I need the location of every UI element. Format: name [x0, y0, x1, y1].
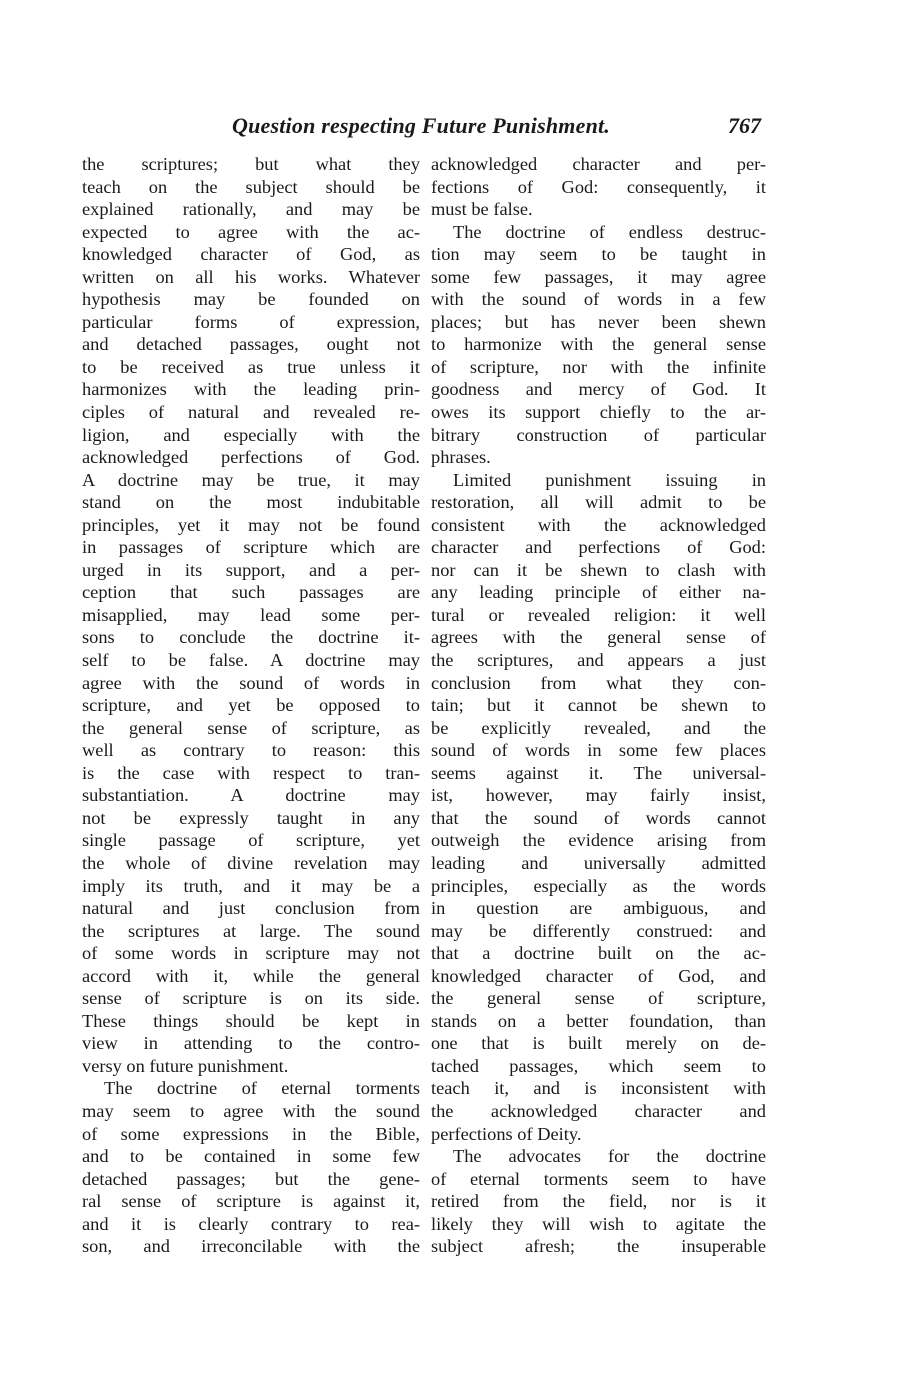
- text-line: the whole of divine revelation may: [82, 852, 420, 873]
- text-line: urged in its support, and a per-: [82, 559, 420, 580]
- text-line: not be expressly taught in any: [82, 807, 420, 828]
- text-line: sound of words in some few places: [431, 740, 766, 761]
- text-line: expected to agree with the ac-: [82, 221, 420, 242]
- text-line: detached passages; but the gene-: [82, 1168, 420, 1189]
- text-line: agrees with the general sense of: [431, 627, 766, 648]
- text-line: the general sense of scripture,: [431, 988, 766, 1009]
- text-line: of some words in scripture may not: [82, 943, 420, 964]
- text-line: sense of scripture is on its side.: [82, 988, 420, 1009]
- text-line: substantiation. A doctrine may: [82, 785, 420, 806]
- text-line: in question are ambiguous, and: [431, 898, 766, 919]
- text-line: the acknowledged character and: [431, 1100, 766, 1121]
- text-line: some few passages, it may agree: [431, 266, 766, 287]
- text-line: principles, yet it may not be found: [82, 514, 420, 535]
- text-line: one that is built merely on de-: [431, 1033, 766, 1054]
- text-line: knowledged character of God, as: [82, 244, 420, 265]
- text-line: the general sense of scripture, as: [82, 717, 420, 738]
- text-line: places; but has never been shewn: [431, 311, 766, 332]
- text-line: The doctrine of endless destruc-: [453, 221, 766, 242]
- text-line: consistent with the acknowledged: [431, 514, 766, 535]
- text-line: owes its support chiefly to the ar-: [431, 402, 766, 423]
- page-number: 767: [728, 113, 761, 138]
- text-line: These things should be kept in: [82, 1010, 420, 1031]
- text-line: ist, however, may fairly insist,: [431, 785, 766, 806]
- running-head: [0, 113, 907, 143]
- text-line: likely they will wish to agitate the: [431, 1213, 766, 1234]
- text-line: may be differently construed: and: [431, 920, 766, 941]
- text-line: knowledged character of God, and: [431, 965, 766, 986]
- text-line: the scriptures; but what they: [82, 154, 420, 174]
- text-line: seems against it. The universal-: [431, 762, 766, 783]
- running-head-title: Question respecting Future Punishment.: [232, 113, 611, 138]
- text-line: hypothesis may be founded on: [82, 289, 420, 310]
- text-line: goodness and mercy of God. It: [431, 379, 766, 400]
- text-line: character and perfections of God:: [431, 537, 766, 558]
- text-line: misapplied, may lead some per-: [82, 604, 420, 625]
- text-line: must be false.: [431, 199, 533, 220]
- text-line: ral sense of scripture is against it,: [82, 1191, 420, 1212]
- text-line: may seem to agree with the sound: [82, 1100, 420, 1121]
- text-line: harmonizes with the leading prin-: [82, 379, 420, 400]
- text-line: in passages of scripture which are: [82, 537, 420, 558]
- text-line: particular forms of expression,: [82, 311, 420, 332]
- text-line: self to be false. A doctrine may: [82, 650, 420, 671]
- left-text-column: [82, 153, 420, 1258]
- text-line: scripture, and yet be opposed to: [82, 695, 420, 716]
- text-line: ligion, and especially with the: [82, 424, 420, 445]
- text-line: restoration, all will admit to be: [431, 492, 766, 513]
- text-line: outweigh the evidence arising from: [431, 830, 766, 851]
- text-line: is the case with respect to tran-: [82, 762, 420, 783]
- text-line: any leading principle of either na-: [431, 582, 766, 603]
- text-line: teach it, and is inconsistent with: [431, 1078, 766, 1099]
- text-line: imply its truth, and it may be a: [82, 875, 420, 896]
- text-line: perfections of Deity.: [431, 1123, 582, 1144]
- text-line: of some expressions in the Bible,: [82, 1123, 420, 1144]
- text-line: stand on the most indubitable: [82, 492, 420, 513]
- text-line: single passage of scripture, yet: [82, 830, 420, 851]
- text-line: with the sound of words in a few: [431, 289, 766, 310]
- text-line: and it is clearly contrary to rea-: [82, 1213, 420, 1234]
- text-line: to harmonize with the general sense: [431, 334, 766, 355]
- text-line: tached passages, which seem to: [431, 1055, 766, 1076]
- text-line: bitrary construction of particular: [431, 424, 766, 445]
- text-line: tain; but it cannot be shewn to: [431, 695, 766, 716]
- text-line: agree with the sound of words in: [82, 672, 420, 693]
- right-text-column: [431, 153, 766, 1258]
- text-line: ception that such passages are: [82, 582, 420, 603]
- text-line: Limited punishment issuing in: [453, 469, 766, 490]
- text-line: explained rationally, and may be: [82, 199, 420, 220]
- text-line: of scripture, nor with the infinite: [431, 356, 766, 377]
- text-line: acknowledged character and per-: [431, 154, 766, 174]
- text-line: tural or revealed religion: it well: [431, 604, 766, 625]
- text-line: and detached passages, ought not: [82, 334, 420, 355]
- text-line: The doctrine of eternal torments: [104, 1078, 420, 1099]
- text-line: principles, especially as the words: [431, 875, 766, 896]
- text-line: the scriptures, and appears a just: [431, 650, 766, 671]
- text-line: versy on future punishment.: [82, 1055, 289, 1076]
- text-line: retired from the field, nor is it: [431, 1191, 766, 1212]
- text-line: tion may seem to be taught in: [431, 244, 766, 265]
- text-line: The advocates for the doctrine: [453, 1146, 766, 1167]
- text-line: teach on the subject should be: [82, 176, 420, 197]
- text-line: to be received as true unless it: [82, 356, 420, 377]
- text-line: leading and universally admitted: [431, 852, 766, 873]
- text-line: written on all his works. Whatever: [82, 266, 420, 287]
- text-line: natural and just conclusion from: [82, 898, 420, 919]
- text-line: accord with it, while the general: [82, 965, 420, 986]
- text-line: that a doctrine built on the ac-: [431, 943, 766, 964]
- text-line: nor can it be shewn to clash with: [431, 559, 766, 580]
- text-line: view in attending to the contro-: [82, 1033, 420, 1054]
- text-line: of eternal torments seem to have: [431, 1168, 766, 1189]
- text-line: fections of God: consequently, it: [431, 176, 766, 197]
- text-line: be explicitly revealed, and the: [431, 717, 766, 738]
- text-line: subject afresh; the insuperable: [431, 1236, 766, 1257]
- text-line: the scriptures at large. The sound: [82, 920, 420, 941]
- text-line: and to be contained in some few: [82, 1146, 420, 1167]
- text-line: well as contrary to reason: this: [82, 740, 420, 761]
- text-line: ciples of natural and revealed re-: [82, 402, 420, 423]
- text-line: that the sound of words cannot: [431, 807, 766, 828]
- text-line: phrases.: [431, 447, 491, 468]
- text-line: acknowledged perfections of God.: [82, 447, 420, 468]
- text-line: A doctrine may be true, it may: [82, 469, 420, 490]
- text-line: sons to conclude the doctrine it-: [82, 627, 420, 648]
- text-line: stands on a better foundation, than: [431, 1010, 766, 1031]
- text-line: son, and irreconcilable with the: [82, 1236, 420, 1257]
- text-line: conclusion from what they con-: [431, 672, 766, 693]
